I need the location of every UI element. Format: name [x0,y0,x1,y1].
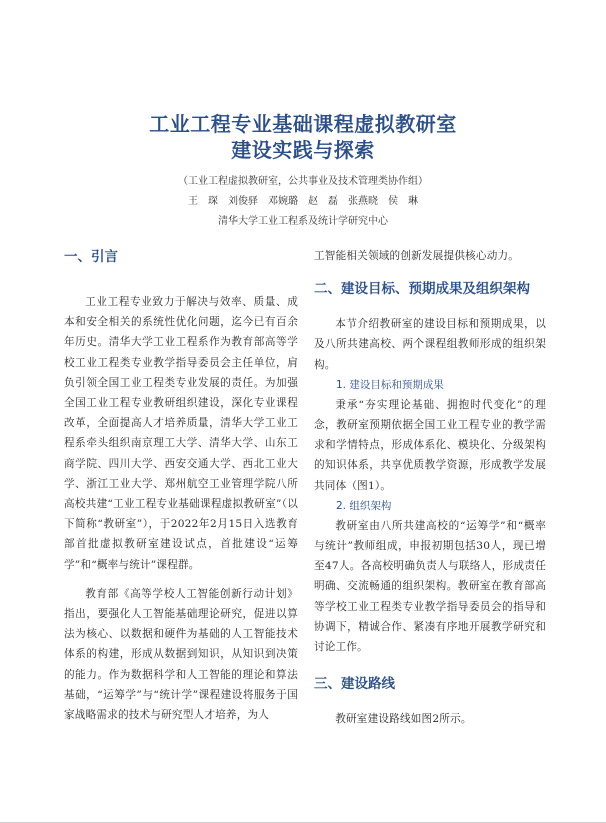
author-institution: 清华大学工业工程系及统计学研究中心 [218,216,388,227]
body-paragraph: 教研室建设路线如图2所示。 [335,713,472,726]
body-paragraph: 教育部《高等学校人工智能创新行动计划》指出，要强化人工智能基础理论研究，促进以算法为核心、以数据和硬件为基础的人工智能技术体系的构建，形成从数据到知识，从知识到决策的能力。作为数据科学和人工智能的理论和算法基础，“运筹学”与“统计学”课程建设将服务于国家战略需求的技术与研究型人才培养，为人 [64,587,298,722]
section-heading-introduction: 一、引言 [64,249,118,265]
body-paragraph: 工业工程专业致力于解决与效率、质量、成本和安全相关的系统性优化问题，迄今已有百余年历史。清华大学工业工程系作为教育部高等学校工业工程类专业教学指导委员会主任单位，肩负引领全国工业工程类专业发展的责任。为加强全国工业工程专业教研组织建设，深化专业课程改革，全面提高人才培养质量，清华大学工业工程系牵头组织南京理工大学、清华大学、山东工商学院、四川大学、西安交通大学、西北工业大学、浙江工业大学、郑州航空工业管理学院八所高校共建“工业工程专业基础课程虚拟教研室”（以下简称“教研室”），于2022年2月15日入选教育部首批虚拟教研室建设试点，首批建设“运筹学”和“概率与统计”课程群。 [64,296,298,571]
left-column [64,246,298,725]
subsection-heading-organization: 2. 组织架构 [336,499,392,512]
body-paragraph: 教研室由八所共建高校的“运筹学”和“概率与统计”教师组成，申报初期包括30人，现已增至47人。各高校明确负责人与联络人，形成责任明确、交流畅通的组织架构。教研室在教育部高等学校工业工程类专业教学指导委员会的指导和协调下，精诚合作、紧凑有序地开展教学研究和讨论工作。 [314,519,546,654]
section-heading-roadmap: 三、建设路线 [314,676,395,693]
subsection-heading-goals: 1. 建设目标和预期成果 [336,378,444,391]
article-title-line-2: 建设实践与探索 [231,138,375,162]
article-title-line-1: 工业工程专业基础课程虚拟教研室 [149,112,457,136]
author-list: 王 琛 刘俊驿 邓婉璐 赵 磊 张燕晓 侯 琳 [188,196,418,207]
affiliation-note: （工业工程虚拟教研室，公共事业及技术管理类协作组） [178,176,428,187]
body-paragraph-continuation: 工智能相关领域的创新发展提供核心动力。 [314,250,520,262]
body-paragraph: 秉承“夯实理论基础、拥抱时代变化”的理念，教研室预期依据全国工业工程专业的教学需求和学情特点，形成体系化、模块化、分级架构的知识体系，共享优质教学资源，形成教学发展共同体（图1）。 [314,398,546,492]
body-paragraph: 本节介绍教研室的建设目标和预期成果，以及八所共建高校、两个课程组教师形成的组织架构。 [314,318,546,371]
right-column [314,246,546,729]
section-heading-goals: 二、建设目标、预期成果及组织架构 [314,281,530,298]
